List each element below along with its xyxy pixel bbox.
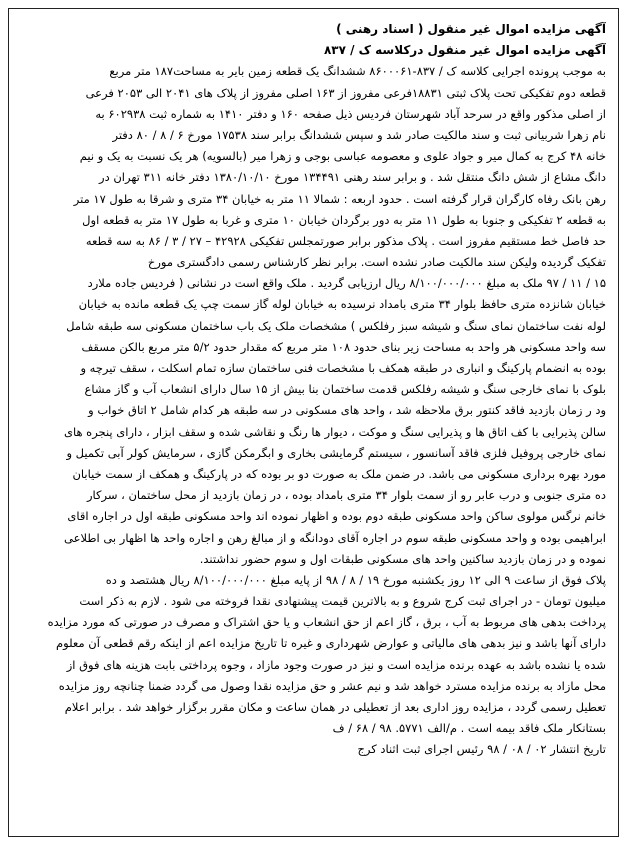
- notice-text-line: ده متری جنوبی و درب عابر رو از سمت بلوار ۳۴ متری بامداد بوده ، در زمان بازدید از محل ساختمان ، سرکار: [86, 488, 606, 503]
- notice-text-line: بوده به انضمام پارکینگ و انباری در طبقه همکف با مشخصات فنی ساختمان سازه تمام اسکلت ، سقف تیرچه و: [80, 361, 606, 375]
- notice-text-line: دانگ مشاع از شش دانگ منتقل شد . و برابر سند رهنی ۱۳۴۴۹۱ مورخ ۱۳۸۰/۱۰/۱۰ دفتر خانه ۳۱۱ تهران در: [99, 170, 606, 185]
- notice-text-line: شده یا نشده باشد به عهده برنده مزایده است و نیز در صورت وجود مازاد ، وجوه پرداختی بابت هزینه های فوق از: [66, 657, 606, 672]
- notice-text-line: خانم نرگس مولوی ساکن واحد مسکونی طبقه دوم بوده و اظهار نموده اند واحد مسکونی طبقه اول در اجاره اقای: [67, 509, 606, 524]
- notice-text-line: نمای خارجی پروفیل فلزی فاقد آسانسور ، سیستم گرمایشی بخاری و ابگرمکن گازی ، سرمایش کولر آبی تکمیل و: [66, 445, 606, 460]
- notice-text-line: پرداخت بدهی های مربوط به آب ، برق ، گاز اعم از حق انشعاب و یا حق اشتراک و مصرف در صورتی که مورد مزایده: [47, 615, 606, 630]
- notice-text-line: سالن پذیرایی با کف اتاق ها و پذیرایی سنگ و موکت ، دیوار ها رنگ و نقاشی شده و سقف ابزار ، دارای پنجره های: [63, 424, 606, 439]
- notice-text-line: به قطعه ۲ تفکیکی و جنوبا به طول ۱۱ متر به دور برگردان خیابان ۱۰ متری و غربا به طول ۱۷ متر به قطعه اول: [82, 212, 606, 227]
- notice-text-line: قطعه دوم تفکیکی تحت پلاک ثبتی ۱۸۸۳۱فرعی مفروز از ۱۶۳ اصلی مفروز از پلاک های ۲۰۴۱ الی ۲۰۵۳ فرعی: [85, 85, 606, 100]
- notice-text-line: رهن بانک رفاه کارگران قرار گرفته است . حدود اربعه : شمالا ۱۱ متر به خیابان ۳۴ متری و شرقا به طول ۱۷ متر: [73, 191, 606, 206]
- notice-frame: [8, 8, 619, 837]
- notice-text-line: بلوک با نمای خارجی سنگ و شیشه رفلکس قدمت ساختمان بنا بیش از ۱۵ سال دارای انشعاب آب و گاز مشاع: [84, 382, 606, 397]
- notice-heading-line: آگهی مزایده اموال غیر منقول ( اسناد رهنی ): [336, 22, 606, 36]
- notice-text-line: خانه ۴۸ کرج به کمال میر و جواد علوی و معصومه عباسی بوجی و زهرا میر (بالسویه) هر یک نسبت به یک و نیم: [79, 149, 606, 164]
- notice-text-line: دارای آنها باشد و نیز بدهی های مالیاتی و عوارض شهرداری و غیره تا تاریخ مزایده اعم از اینکه رقم قطعی آن معلوم: [56, 636, 606, 651]
- notice-text-line: تفکیک گردیده ولیکن سند مالکیت صادر نشده است. برابر نظر کارشناس رسمی دادگستری مورخ: [147, 255, 606, 270]
- notice-heading-line: آگهی مزایده اموال غیر منقول درکلاسه ک / ۸۳۷: [323, 43, 606, 58]
- notice-text-line: محل مازاد به برنده مزایده مسترد خواهد شد و نیم عشر و حق مزایده نقدا وصول می گردد ضمنا چنانچه روز مزایده: [58, 678, 606, 693]
- notice-text-line: ود ر زمان بازدید فاقد کنتور برق ملاحظه شد ، واحد های مسکونی در سه طبقه هر کدام شامل ۲ اتاق خواب و: [88, 403, 606, 418]
- notice-text-line: سه واحد مسکونی هر واحد به مساحت زیر بنای حدود ۱۰۸ متر مربع که مقدار حدود ۵/۲ متر مربع بالکن مسقف: [81, 339, 606, 354]
- notice-text-line: میلیون تومان - در اجرای ثبت کرج شروع و به بالاترین قیمت پیشنهادی نقدا فروخته می شود . لازم به ذکر است: [79, 594, 606, 609]
- notice-text-line: لوله نفت ساختمان نمای سنگ و شیشه سبز رفلکس ) مشخصات ملک یک باب ساختمان مسکونی سه طبقه شامل: [66, 318, 606, 333]
- notice-text-line: از اصلی مذکور واقع در سرحد آباد شهرستان فردیس ذیل صفحه ۱۶۰ و دفتر ۱۴۱۰ به شماره ثبت ۶۰۲۹۳۸ به: [95, 106, 606, 121]
- notice-text-line: نموده و در زمان بازدید ساکنین واحد های مسکونی طبقات اول و سوم حضور نداشتند.: [199, 551, 606, 566]
- notice-text-line: خیابان شانزده متری حافظ بلوار ۳۴ متری بامداد نرسیده به خیابان لوله گاز سمت چپ یک قطعه مانده به خیابان: [78, 297, 606, 312]
- notice-text-line: پلاک فوق از ساعت ۹ الی ۱۲ روز یکشنبه مورخ ۱۹ / ۸ / ۹۸ از پایه مبلغ ۸/۱۰۰/۰۰۰/۰۰۰ ریال هشتصد و ده: [105, 572, 606, 587]
- notice-text-line: ۱۵ / ۱۱ / ۹۷ ملک به مبلغ ۸/۱۰۰/۰۰۰/۰۰۰ ریال ارزیابی گردید . ملک واقع است در نشانی ( فردیس جاده ملارد: [87, 276, 606, 291]
- notice-text-line: مورد بهره برداری مسکونی می باشد. در ضمن ملک به صورت دو بر بوده که در پارکینگ و همکف از سمت خیابان: [72, 466, 606, 481]
- notice-text-line: تاریخ انتشار ۰۲ / ۰۸ / ۹۸ رئیس اجرای ثبت اثناد کرج: [357, 742, 606, 757]
- notice-text-line: نام زهرا شربیانی ثبت و سند مالکیت صادر شد و سپس ششدانگ برابر سند ۱۷۵۳۸ مورخ ۶ / ۸ / ۸۰ دفتر: [112, 127, 606, 142]
- notice-text-line: بستانکار ملک فاقد بیمه است . م/الف ۵۷۷۱. ۹۸ / ۶۸ / ف: [332, 721, 606, 736]
- notice-text-line: حد فاصل خط مستقیم مفروز است . پلاک مذکور برابر صورتمجلس تفکیکی ۴۲۹۲۸ – ۲۷ / ۳ / ۸۶ به سه قطعه: [85, 233, 606, 248]
- notice-body: [21, 19, 606, 761]
- notice-text-line: تعطیل رسمی گردد ، مزایده روز اداری بعد از تعطیلی در همان ساعت و مکان مقرر برگزار خواهد شد . برابر اعلام: [64, 700, 606, 714]
- notice-text-line: به موجب پرونده اجرایی کلاسه ک / ۸۳۷-۸۶۰۰۰۶۱ ششدانگ یک قطعه زمین بایر به مساحت۱۸۷ متر مربع: [109, 64, 606, 79]
- notice-text-line: ابراهیمی بوده و واحد مسکونی طبقه سوم در اجاره آقای دودانگه و از مبالغ رهن و اجاره واحد ها اظهار بی اطلاعی: [64, 530, 606, 545]
